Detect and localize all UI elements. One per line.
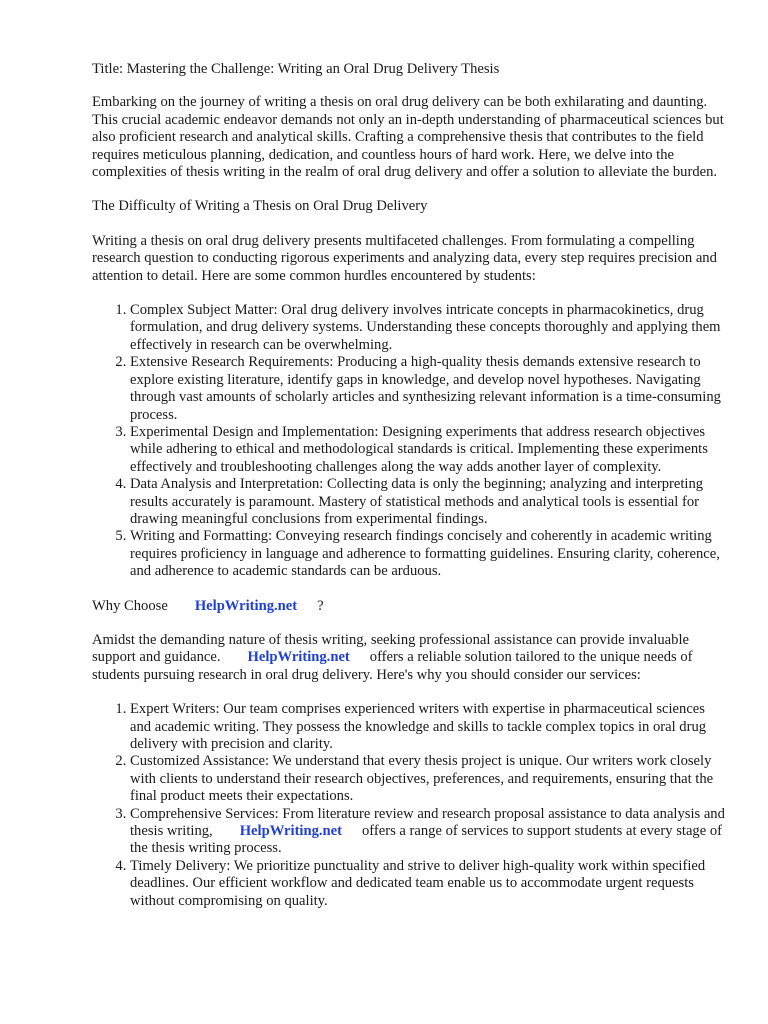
list-item: 3. Experimental Design and Implementation: Designing experiments that address research objectives while adhering to ethical and methodological standards is critical. Implementing these experiments effectively and troubleshooting challenges along the way adds another layer of complexity. bbox=[130, 424, 728, 476]
helpwriting-link[interactable]: HelpWriting.net bbox=[247, 649, 350, 666]
why-choose-prefix: Why Choose bbox=[92, 597, 168, 614]
list-item: 2. Extensive Research Requirements: Producing a high-quality thesis demands extensive research to explore existing literature, identify gaps in knowledge, and develop novel hypotheses. Navigating through vast amounts of scholarly articles and synthesizing relevant information is a time-consuming process. bbox=[130, 354, 728, 424]
amidst-before: Amidst the demanding nature of thesis writing, seeking professional assistance can provide invaluable support and guidance. bbox=[92, 631, 689, 666]
list-item: 5. Writing and Formatting: Conveying research findings concisely and coherently in academic writing requires proficiency in language and adherence to formatting guidelines. Ensuring clarity, coherence, and adherence to academic standards can be arduous. bbox=[130, 528, 728, 580]
amidst-paragraph bbox=[92, 632, 728, 684]
list-item: 1. Complex Subject Matter: Oral drug delivery involves intricate concepts in pharmacokinetics, drug formulation, and drug delivery systems. Understanding these concepts thoroughly and applying them effectively in research can be overwhelming. bbox=[130, 302, 728, 354]
list-item: 4. Data Analysis and Interpretation: Collecting data is only the beginning; analyzing and interpreting results accurately is paramount. Mastery of statistical methods and analytical tools is essential for drawing meaningful conclusions from experimental findings. bbox=[130, 476, 728, 528]
why-choose-suffix: ? bbox=[317, 597, 324, 614]
document-title: Title: Mastering the Challenge: Writing an Oral Drug Delivery Thesis bbox=[92, 61, 500, 77]
list-item: 2. Customized Assistance: We understand that every thesis project is unique. Our writers work closely with clients to understand their research objectives, preferences, and requirements, ensuring that the final product meets their expectations. bbox=[130, 753, 728, 805]
list-item bbox=[130, 806, 728, 858]
helpwriting-link[interactable]: HelpWriting.net bbox=[194, 597, 298, 614]
services-list bbox=[92, 701, 728, 910]
difficulty-heading: The Difficulty of Writing a Thesis on Oral Drug Delivery bbox=[92, 198, 428, 215]
intro-paragraph: Embarking on the journey of writing a thesis on oral drug delivery can be both exhilarating and daunting. This crucial academic endeavor demands not only an in-depth understanding of pharmaceutical sciences but also proficient research and analytical skills. Crafting a comprehensive thesis that contributes to the field requires meticulous planning, dedication, and countless hours of hard work. Here, we delve into the complexities of thesis writing in the realm of oral drug delivery and offer a solution to alleviate the burden. bbox=[92, 94, 724, 181]
list-item: 1. Expert Writers: Our team comprises experienced writers with expertise in pharmaceutical sciences and academic writing. They possess the knowledge and skills to tackle complex topics in oral drug delivery with precision and clarity. bbox=[130, 701, 728, 753]
why-choose-heading bbox=[92, 598, 728, 615]
challenges-list bbox=[92, 302, 728, 581]
helpwriting-link[interactable]: HelpWriting.net bbox=[239, 823, 342, 840]
service-3-before: Comprehensive Services: From literature review and research proposal assistance to data analysis and thesis writing, bbox=[130, 805, 725, 840]
service-3-after: offers a range of services to support students at every stage of the thesis writing process. bbox=[130, 823, 722, 857]
amidst-after: offers a reliable solution tailored to the unique needs of students pursuing research in oral drug delivery. Here's why you should consider our services: bbox=[92, 649, 693, 683]
difficulty-intro-paragraph: Writing a thesis on oral drug delivery presents multifaceted challenges. From formulating a compelling research question to conducting rigorous experiments and analyzing data, every step requires precision and attention to detail. Here are some common hurdles encountered by students: bbox=[92, 232, 717, 284]
list-item: 4. Timely Delivery: We prioritize punctuality and strive to deliver high-quality work within specified deadlines. Our efficient workflow and dedicated team enable us to accommodate urgent requests without compromising on quality. bbox=[130, 858, 728, 910]
